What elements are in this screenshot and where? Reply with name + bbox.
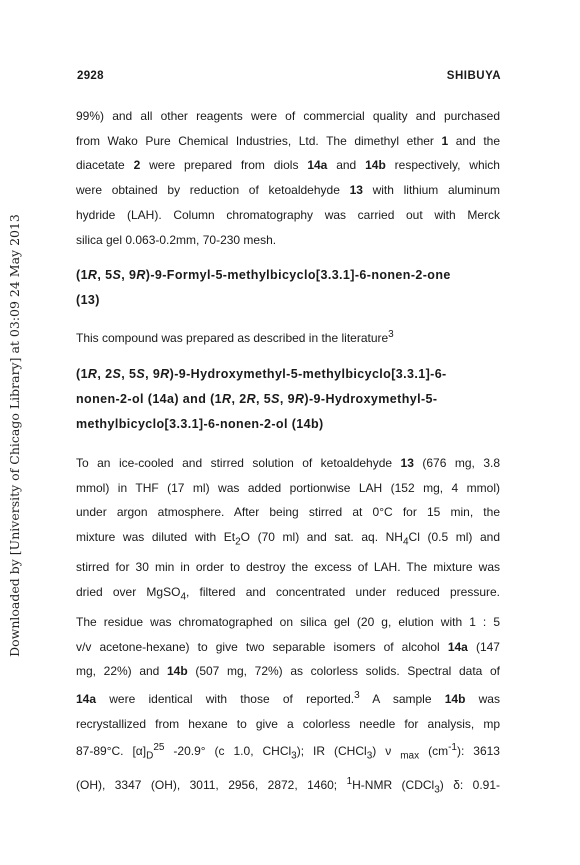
text-line: mixture was diluted with $Et_2O$ (70 ml) and sat. aq. $NH_4Cl$ (0.5 ml) and: [76, 530, 501, 548]
text-line: recrystallized from hexane to give a colorless needle for analysis, mp: [76, 716, 500, 731]
page-number: 2928: [77, 70, 104, 82]
text-line: from Wako Pure Chemical Industries, Ltd. The dimethyl ether 1 and the: [76, 133, 501, 148]
compound-14-heading: [76, 362, 500, 437]
heading-line: (1R, 2S, 5S, 9R)-9-Hydroxymethyl-5-methylbicyclo[3.3.1]-6-: [76, 366, 447, 381]
text-line: hydride (LAH). Column chromatography was carried out with Merck: [76, 207, 500, 222]
text-line: under argon atmosphere. After being stirred at 0°C for 15 min, the: [76, 505, 500, 520]
heading-line: methylbicyclo[3.3.1]-6-nonen-2-ol (14b): [76, 416, 324, 431]
download-note-text: Downloaded by [University of Chicago Library] at 03:09 24 May 2013: [6, 213, 22, 657]
compound-13-heading: [76, 263, 500, 313]
text-line: diacetate 2 were prepared from diols 14a and 14b respectively, which: [76, 158, 500, 173]
text-line: v/v acetone-hexane) to give two separable isomers of alcohol 14a (147: [76, 639, 500, 654]
text-line: stirred for 30 min in order to destroy the excess of LAH. The mixture was: [76, 560, 500, 575]
running-head: SHIBUYA: [446, 70, 501, 82]
heading-line: (1R, 5S, 9R)-9-Formyl-5-methylbicyclo[3.3.1]-6-nonen-2-one: [76, 268, 451, 283]
heading-line: nonen-2-ol (14a) and (1R, 2R, 5S, 9R)-9-Hydroxymethyl-5-: [76, 391, 438, 406]
compound-13-text: [76, 323, 500, 351]
text-line: were obtained by reduction of ketoaldehyde 13 with lithium aluminum: [76, 183, 500, 198]
compound-14-procedure: [76, 451, 500, 803]
text-line: 87-89°C. $[\alpha]_D^{25}$ -20.9° (c 1.0, CHCl$_3$); IR (CHCl$_3$) ν $_{max}$ $(cm^{-1})$: 3613: [76, 742, 500, 762]
text-line: silica gel 0.063-0.2mm, 70-230 mesh.: [76, 232, 277, 247]
article-body: [76, 104, 500, 803]
text-line: The residue was chromatographed on silica gel (20 g, elution with 1 : 5: [76, 614, 500, 629]
reference-marker: 3: [388, 329, 394, 341]
text-line: 99%) and all other reagents were of commercial quality and purchased: [76, 109, 500, 123]
text-line: dried over MgSO$_4$, filtered and concentrated under reduced pressure.: [76, 584, 501, 603]
text-line: mmol) in THF (17 ml) was added portionwise LAH (152 mg, 4 mmol): [76, 480, 500, 495]
intro-paragraph: [76, 104, 500, 252]
text-line: To an ice-cooled and stirred solution of ketoaldehyde 13 (676 mg, 3.8: [76, 455, 500, 470]
heading-line: (13): [76, 293, 100, 308]
text-line: This compound was prepared as described in the literature$^3$: [76, 329, 394, 346]
download-watermark: [2, 213, 26, 657]
text-line: 14a were identical with those of reported.$^3$ A sample 14b was: [76, 690, 500, 707]
text-line: (OH), 3347 (OH), 3011, 2956, 2872, 1460; $^1$H-NMR (CDCl$_3$) δ: 0.91-: [76, 775, 500, 795]
text-line: mg, 22%) and 14b (507 mg, 72%) as colorless solids. Spectral data of: [76, 664, 500, 679]
